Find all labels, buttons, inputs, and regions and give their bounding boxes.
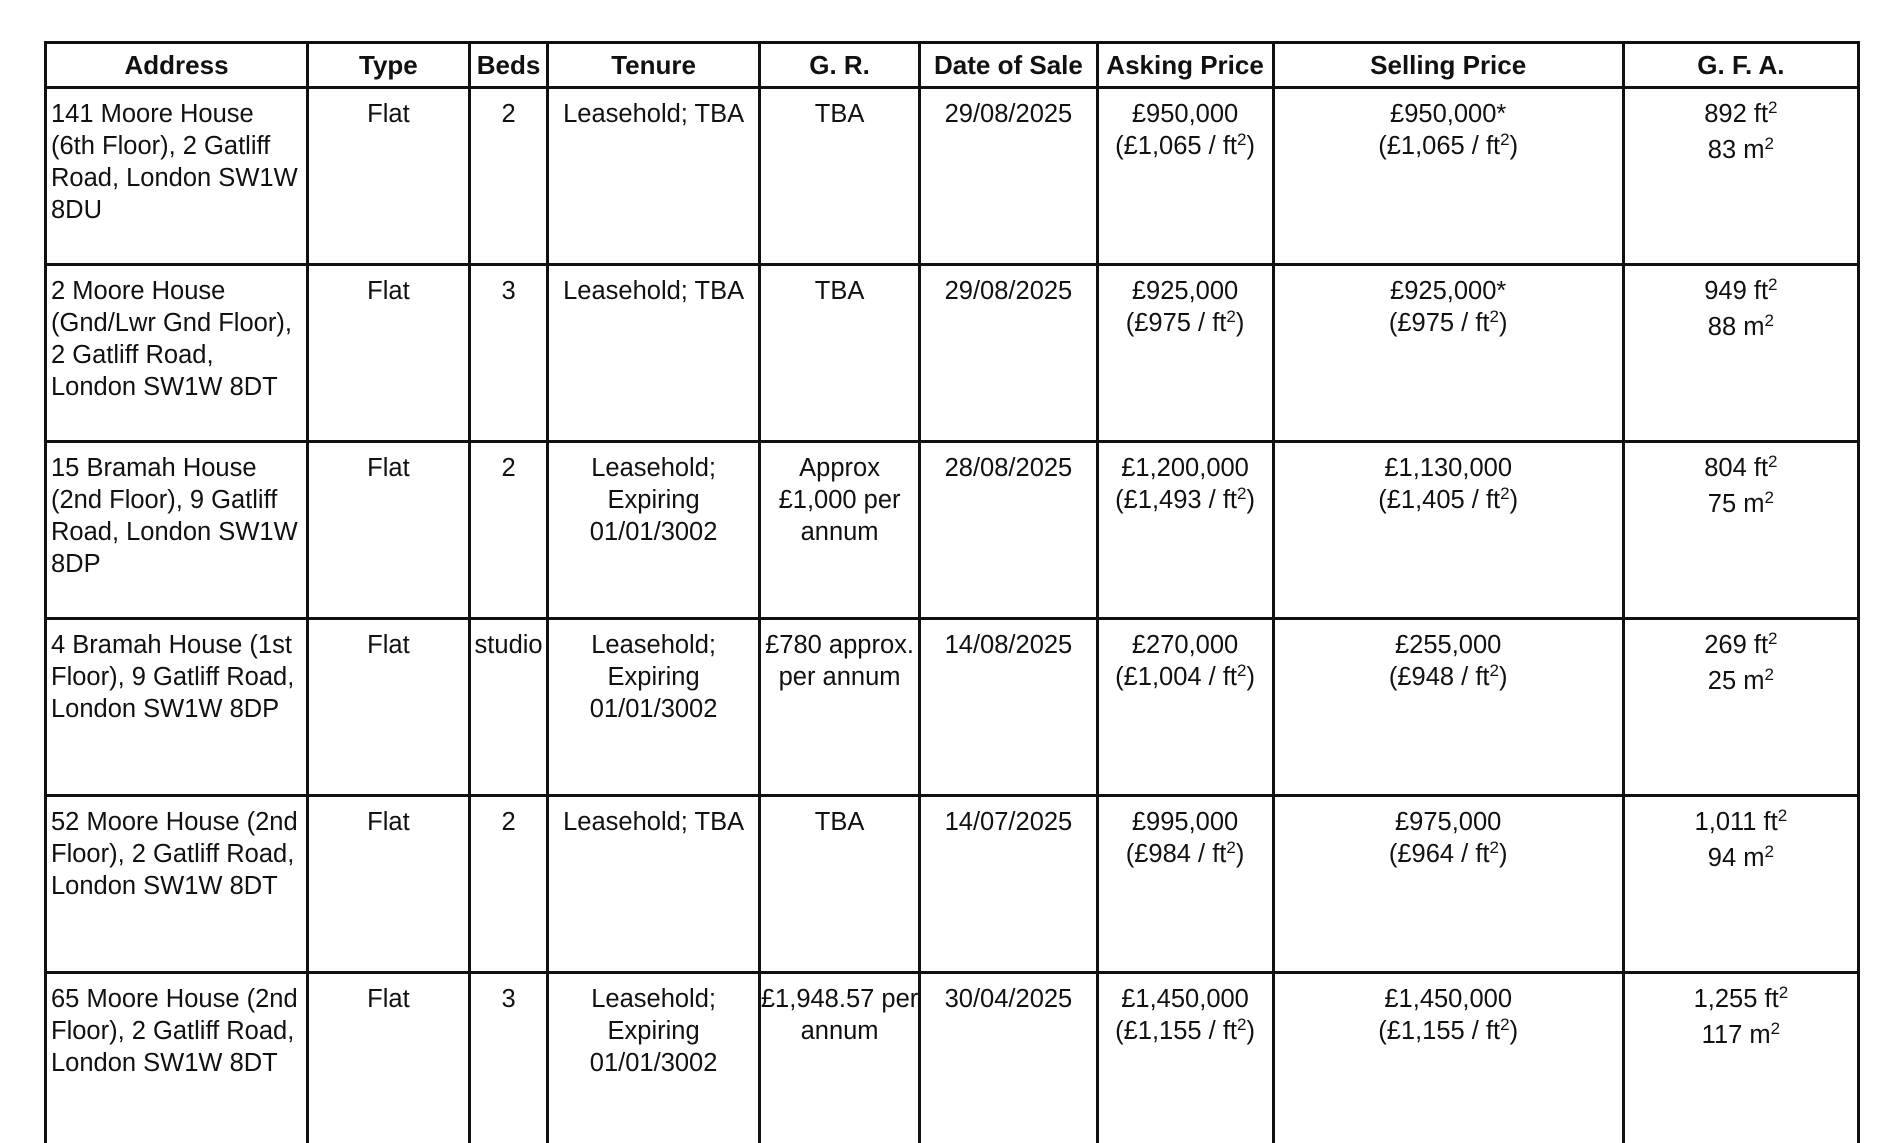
cell-asking-price (1097, 265, 1273, 442)
cell-asking-price (1097, 619, 1273, 796)
table-row (46, 796, 1859, 973)
header-ground-rent: G. R. (759, 43, 920, 88)
sales-comparables-table (44, 41, 1860, 1143)
gfa-sqft: 804 $ft^2$ (1625, 452, 1857, 484)
asking-price-per-sqft: (£984 / $ft^2$) (1099, 838, 1272, 870)
cell-address: 65 Moore House (2nd Floor), 2 Gatliff Road, London SW1W 8DT (46, 973, 308, 1143)
cell-address: 141 Moore House (6th Floor), 2 Gatliff Road, London SW1W 8DU (46, 88, 308, 265)
cell-selling-price (1273, 796, 1623, 973)
selling-price-per-sqft: (£975 / $ft^2$) (1275, 307, 1622, 339)
cell-address: 52 Moore House (2nd Floor), 2 Gatliff Road, London SW1W 8DT (46, 796, 308, 973)
gfa-sqm: 75 $m^2$ (1625, 488, 1857, 520)
asking-price-per-sqft: (£1,493 / $ft^2$) (1099, 484, 1272, 516)
header-beds: Beds (469, 43, 548, 88)
cell-asking-price (1097, 88, 1273, 265)
cell-beds: 2 (469, 88, 548, 265)
cell-tenure: Leasehold; Expiring 01/01/3002 (548, 973, 759, 1143)
cell-ground-rent: TBA (759, 265, 920, 442)
cell-selling-price (1273, 442, 1623, 619)
gfa-sqft: 269 $ft^2$ (1625, 629, 1857, 661)
cell-gross-floor-area (1623, 88, 1858, 265)
cell-date-of-sale: 29/08/2025 (920, 88, 1097, 265)
cell-address: 2 Moore House (Gnd/Lwr Gnd Floor), 2 Gatliff Road, London SW1W 8DT (46, 265, 308, 442)
header-address: Address (46, 43, 308, 88)
cell-selling-price (1273, 973, 1623, 1143)
cell-ground-rent: Approx £1,000 per annum (759, 442, 920, 619)
asking-price-value: £950,000 (1099, 98, 1272, 130)
cell-tenure: Leasehold; TBA (548, 796, 759, 973)
header-selling-price: Selling Price (1273, 43, 1623, 88)
asking-price-per-sqft: (£1,004 / $ft^2$) (1099, 661, 1272, 693)
cell-selling-price (1273, 265, 1623, 442)
cell-beds: 3 (469, 973, 548, 1143)
cell-date-of-sale: 14/07/2025 (920, 796, 1097, 973)
asking-price-value: £270,000 (1099, 629, 1272, 661)
cell-ground-rent: £780 approx. per annum (759, 619, 920, 796)
header-row (46, 43, 1859, 88)
asking-price-per-sqft: (£975 / $ft^2$) (1099, 307, 1272, 339)
asking-price-value: £925,000 (1099, 275, 1272, 307)
table-row (46, 619, 1859, 796)
table-row (46, 973, 1859, 1143)
cell-type: Flat (308, 88, 470, 265)
gfa-sqm: 94 $m^2$ (1625, 842, 1857, 874)
cell-type: Flat (308, 973, 470, 1143)
selling-price-value: £950,000* (1275, 98, 1622, 130)
cell-gross-floor-area (1623, 796, 1858, 973)
cell-gross-floor-area (1623, 442, 1858, 619)
cell-gross-floor-area (1623, 619, 1858, 796)
gfa-sqft: 892 $ft^2$ (1625, 98, 1857, 130)
cell-beds: 2 (469, 796, 548, 973)
cell-ground-rent: £1,948.57 per annum (759, 973, 920, 1143)
cell-tenure: Leasehold; TBA (548, 88, 759, 265)
cell-ground-rent: TBA (759, 796, 920, 973)
gfa-sqft: 1,011 $ft^2$ (1625, 806, 1857, 838)
cell-date-of-sale: 29/08/2025 (920, 265, 1097, 442)
asking-price-value: £995,000 (1099, 806, 1272, 838)
gfa-sqm: 88 $m^2$ (1625, 311, 1857, 343)
header-tenure: Tenure (548, 43, 759, 88)
gfa-sqm: 83 $m^2$ (1625, 134, 1857, 166)
cell-asking-price (1097, 973, 1273, 1143)
cell-address: 4 Bramah House (1st Floor), 9 Gatliff Road, London SW1W 8DP (46, 619, 308, 796)
selling-price-value: £1,130,000 (1275, 452, 1622, 484)
asking-price-per-sqft: (£1,155 / $ft^2$) (1099, 1015, 1272, 1047)
cell-gross-floor-area (1623, 973, 1858, 1143)
cell-beds: 3 (469, 265, 548, 442)
cell-beds: studio (469, 619, 548, 796)
cell-beds: 2 (469, 442, 548, 619)
cell-selling-price (1273, 619, 1623, 796)
selling-price-per-sqft: (£1,405 / $ft^2$) (1275, 484, 1622, 516)
cell-asking-price (1097, 796, 1273, 973)
cell-tenure: Leasehold; Expiring 01/01/3002 (548, 442, 759, 619)
gfa-sqft: 949 $ft^2$ (1625, 275, 1857, 307)
table-row (46, 88, 1859, 265)
cell-ground-rent: TBA (759, 88, 920, 265)
cell-tenure: Leasehold; Expiring 01/01/3002 (548, 619, 759, 796)
header-asking-price: Asking Price (1097, 43, 1273, 88)
selling-price-per-sqft: (£948 / $ft^2$) (1275, 661, 1622, 693)
cell-date-of-sale: 30/04/2025 (920, 973, 1097, 1143)
cell-type: Flat (308, 442, 470, 619)
selling-price-value: £1,450,000 (1275, 983, 1622, 1015)
cell-address: 15 Bramah House (2nd Floor), 9 Gatliff Road, London SW1W 8DP (46, 442, 308, 619)
gfa-sqm: 117 $m^2$ (1625, 1019, 1857, 1051)
selling-price-per-sqft: (£964 / $ft^2$) (1275, 838, 1622, 870)
selling-price-value: £975,000 (1275, 806, 1622, 838)
table-row (46, 442, 1859, 619)
selling-price-per-sqft: (£1,065 / $ft^2$) (1275, 130, 1622, 162)
cell-type: Flat (308, 619, 470, 796)
cell-asking-price (1097, 442, 1273, 619)
asking-price-value: £1,450,000 (1099, 983, 1272, 1015)
table-row (46, 265, 1859, 442)
asking-price-per-sqft: (£1,065 / $ft^2$) (1099, 130, 1272, 162)
header-date-of-sale: Date of Sale (920, 43, 1097, 88)
cell-gross-floor-area (1623, 265, 1858, 442)
sales-table-container (44, 41, 1860, 1143)
gfa-sqm: 25 $m^2$ (1625, 665, 1857, 697)
selling-price-value: £925,000* (1275, 275, 1622, 307)
header-gross-floor-area: G. F. A. (1623, 43, 1858, 88)
cell-date-of-sale: 14/08/2025 (920, 619, 1097, 796)
table-body (46, 88, 1859, 1143)
asking-price-value: £1,200,000 (1099, 452, 1272, 484)
header-type: Type (308, 43, 470, 88)
cell-type: Flat (308, 265, 470, 442)
gfa-sqft: 1,255 $ft^2$ (1625, 983, 1857, 1015)
cell-tenure: Leasehold; TBA (548, 265, 759, 442)
cell-type: Flat (308, 796, 470, 973)
cell-selling-price (1273, 88, 1623, 265)
selling-price-value: £255,000 (1275, 629, 1622, 661)
cell-date-of-sale: 28/08/2025 (920, 442, 1097, 619)
selling-price-per-sqft: (£1,155 / $ft^2$) (1275, 1015, 1622, 1047)
